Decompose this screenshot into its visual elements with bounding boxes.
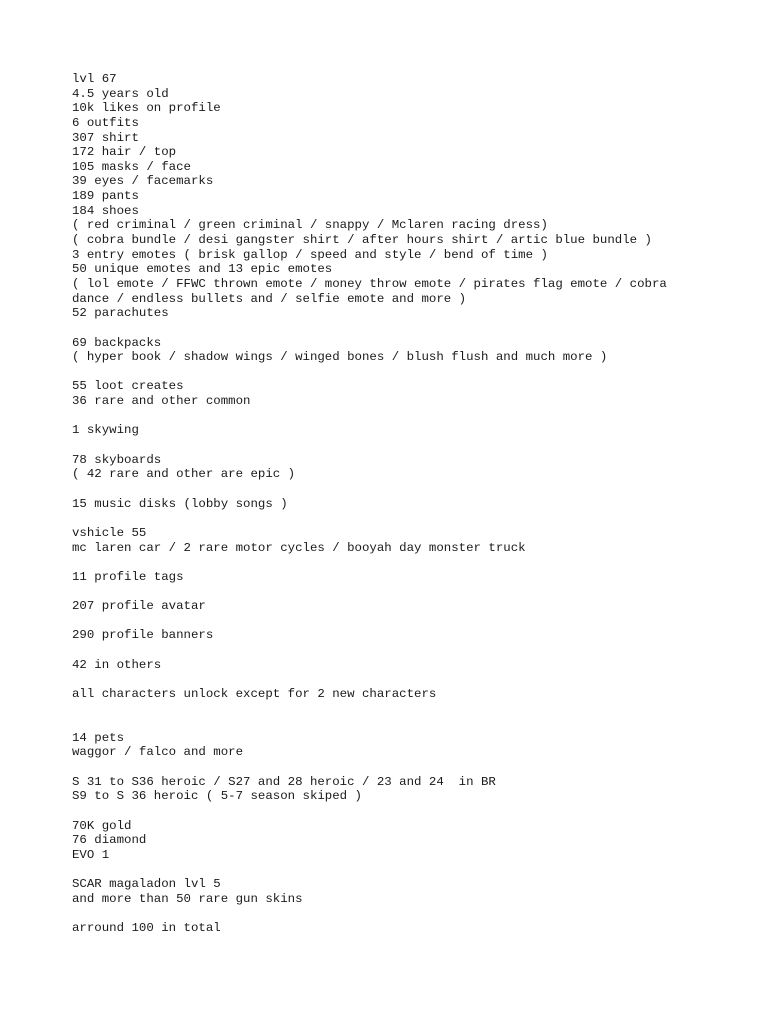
blank-line <box>72 482 712 497</box>
text-line: lvl 67 <box>72 72 117 86</box>
text-line: 10k likes on profile <box>72 101 221 116</box>
text-line: ( hyper book / shadow wings / winged bones / blush flush and much more ) <box>72 350 608 365</box>
text-line: 39 eyes / facemarks <box>72 174 214 189</box>
blank-line <box>72 511 712 526</box>
text-line: 172 hair / top <box>72 145 177 160</box>
text-line: ( lol emote / FFWC thrown emote / money throw emote / pirates flag emote / cobra <box>72 276 667 291</box>
text-line: 307 shirt <box>72 130 139 145</box>
text-line: 55 loot creates <box>72 379 184 394</box>
text-line: all characters unlock except for 2 new characters <box>72 686 437 701</box>
document-page <box>72 72 712 936</box>
blank-line <box>72 907 712 922</box>
blank-line <box>72 321 712 336</box>
text-line: 3 entry emotes ( brisk gallop / speed and style / bend of time ) <box>72 247 548 262</box>
text-line: 11 profile tags <box>72 569 184 584</box>
blank-line <box>72 760 712 775</box>
text-line: 78 skyboards <box>72 452 162 467</box>
text-line: ( red criminal / green criminal / snappy / Mclaren racing dress) <box>72 218 548 233</box>
text-line: 184 shoes <box>72 203 139 218</box>
text-line: vshicle 55 <box>72 525 147 540</box>
blank-line <box>72 409 712 424</box>
blank-line <box>72 584 712 599</box>
text-line: SCAR magaladon lvl 5 <box>72 877 221 892</box>
blank-line <box>72 614 712 629</box>
blank-line <box>72 702 712 731</box>
text-line: ( cobra bundle / desi gangster shirt / after hours shirt / artic blue bundle ) <box>72 233 652 248</box>
text-line: mc laren car / 2 rare motor cycles / booyah day monster truck <box>72 540 526 555</box>
blank-line <box>72 365 712 380</box>
text-line: and more than 50 rare gun skins <box>72 891 303 906</box>
blank-line <box>72 555 712 570</box>
text-line: 14 pets <box>72 730 125 745</box>
blank-line <box>72 804 712 819</box>
text-line: 105 masks / face <box>72 159 191 174</box>
text-line: dance / endless bullets and / selfie emote and more ) <box>72 291 467 306</box>
text-line: 15 music disks (lobby songs ) <box>72 496 288 511</box>
text-line: 50 unique emotes and 13 epic emotes <box>72 262 333 277</box>
blank-line <box>72 643 712 658</box>
text-line: 290 profile banners <box>72 628 214 643</box>
text-line: S9 to S 36 heroic ( 5-7 season skiped ) <box>72 789 362 804</box>
text-line: 4.5 years old <box>72 86 169 101</box>
blank-line <box>72 438 712 453</box>
text-line: 52 parachutes <box>72 306 169 321</box>
text-line: 6 outfits <box>72 115 139 130</box>
text-line: 76 diamond <box>72 833 147 848</box>
text-line: 69 backpacks <box>72 335 162 350</box>
text-line: 1 skywing <box>72 423 139 438</box>
text-line: EVO 1 <box>72 847 110 862</box>
text-line: ( 42 rare and other are epic ) <box>72 467 296 482</box>
text-line: 42 in others <box>72 657 162 672</box>
text-line: S 31 to S36 heroic / S27 and 28 heroic / 23 and 24 in BR <box>72 774 496 789</box>
text-line: 70K gold <box>72 818 132 833</box>
text-line: arround 100 in total <box>72 921 221 936</box>
blank-line <box>72 672 712 687</box>
text-line: 36 rare and other common <box>72 394 251 409</box>
blank-line <box>72 863 712 878</box>
text-line: waggor / falco and more <box>72 745 244 760</box>
text-line: 189 pants <box>72 189 139 204</box>
text-line: 207 profile avatar <box>72 599 206 614</box>
